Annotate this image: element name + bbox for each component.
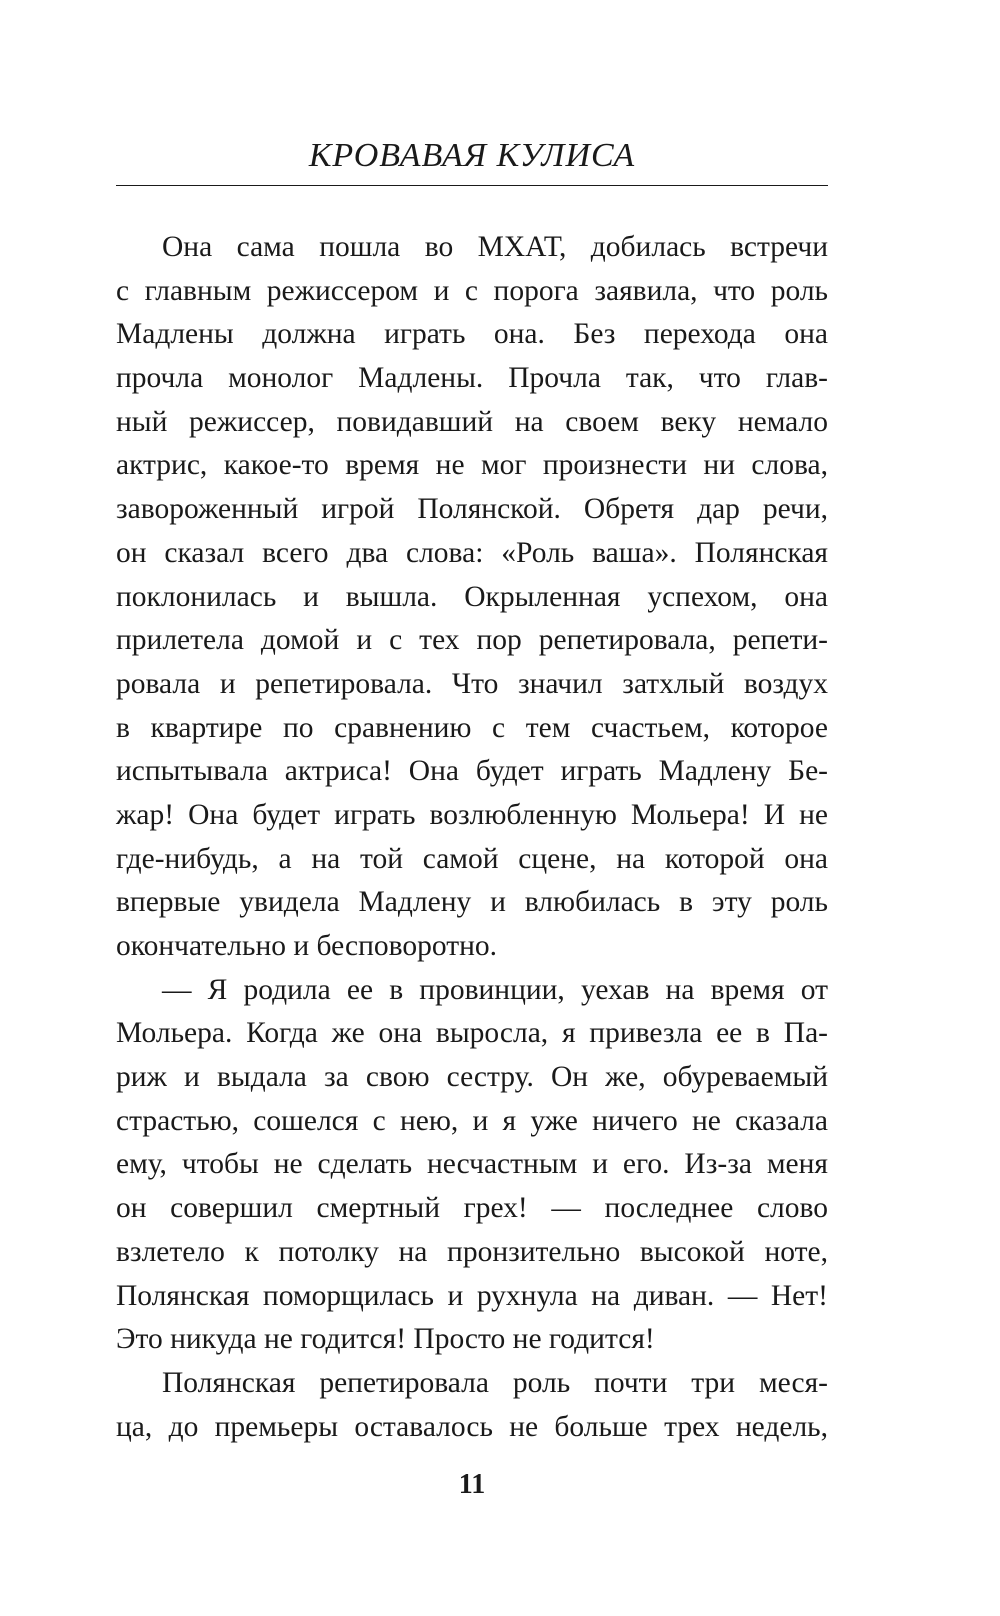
text-line: прочла монолог Мадлены. Прочла так, что глав- [116,362,828,395]
text-line: он совершил смертный грех! — последнее слово [116,1192,828,1225]
text-line: риж и выдала за свою сестру. Он же, обуреваемый [116,1061,828,1094]
running-head-title: КРОВАВАЯ КУЛИСА [308,137,636,174]
text-line: он сказал всего два слова: «Роль ваша». Полянская [116,536,828,569]
text-line: завороженный игрой Полянской. Обретя дар речи, [116,493,828,526]
text-line: где-нибудь, а на той самой сцене, на которой она [116,842,828,875]
text-line: в квартире по сравнению с тем счастьем, которое [116,711,828,744]
text-line: жар! Она будет играть возлюбленную Мольера! И не [116,798,828,831]
text-line: Мольера. Когда же она выросла, я привезла ее в Па- [116,1017,828,1050]
text-line: Это никуда не годится! Просто не годится! [116,1323,655,1356]
text-line: Полянская репетировала роль почти три меся- [162,1366,828,1399]
text-line: с главным режиссером и с порога заявила, что роль [116,274,828,307]
text-line: взлетело к потолку на пронзительно высокой ноте, [116,1235,828,1268]
text-line: ему, чтобы не сделать несчастным и его. Из-за меня [116,1148,828,1181]
text-line: — Я родила ее в провинции, уехав на время от [162,973,828,1006]
header-divider [116,185,828,186]
text-line: испытывала актриса! Она будет играть Мадлену Бе- [116,755,828,788]
text-line: актрис, какое-то время не мог произнести ни слова, [116,449,828,482]
text-line: ный режиссер, повидавший на своем веку немало [116,405,828,438]
text-line: впервые увидела Мадлену и влюбилась в эту роль [116,886,828,919]
text-line: окончательно и бесповоротно. [116,930,497,962]
page-number: 11 [458,1469,486,1500]
text-line: поклонилась и вышла. Окрыленная успехом, она [116,580,828,613]
body-text [116,226,828,1449]
text-line: ровала и репетировала. Что значил затхлый воздух [116,667,828,700]
text-line: Мадлены должна играть она. Без перехода она [116,318,828,351]
text-line: Полянская поморщилась и рухнула на диван. — Нет! [116,1279,828,1312]
text-line: ца, до премьеры оставалось не больше трех недель, [116,1410,828,1443]
text-line: страстью, сошелся с нею, и я уже ничего не сказала [116,1104,828,1137]
text-line: Она сама пошла во МХАТ, добилась встречи [162,231,828,263]
text-line: прилетела домой и с тех пор репетировала, репети- [116,624,828,657]
